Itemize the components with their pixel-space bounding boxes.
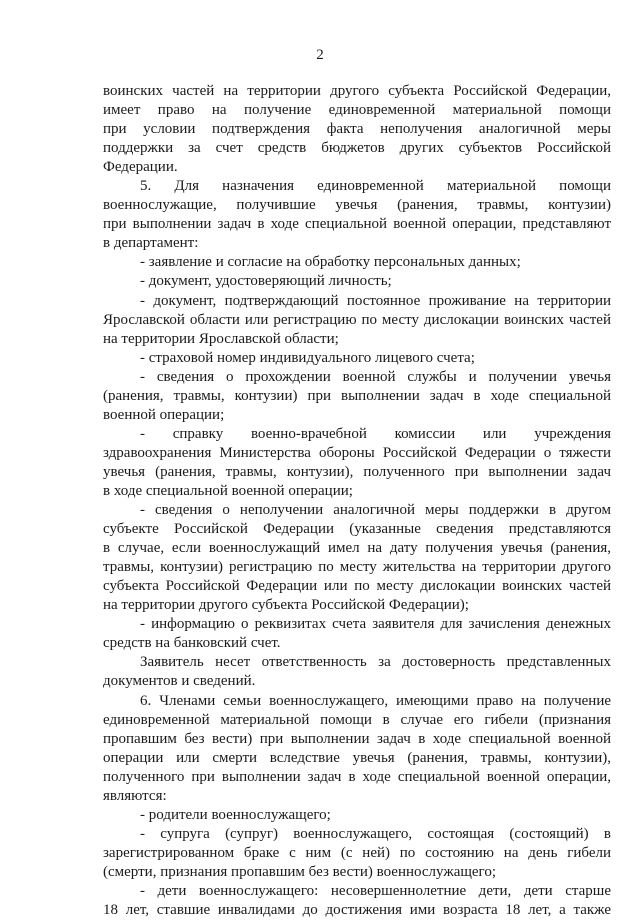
text-line: в ходе специальной военной операции; <box>103 482 353 499</box>
text-line: - документ, подтверждающий постоянное проживание на территории <box>140 292 611 309</box>
text-line: увечья (ранения, травмы, контузии), полученного при выполнении задач <box>103 463 611 480</box>
text-line: здравоохранения Министерства обороны Российской Федерации о тяжести <box>103 444 611 461</box>
text-line: при выполнении задач в ходе специальной военной операции, представляют <box>103 216 611 233</box>
text-line: 18 лет, ставшие инвалидами до достижения ими возраста 18 лет, а также <box>103 902 611 919</box>
text-line: являются: <box>103 787 167 804</box>
text-line: воинских частей на территории другого субъекта Российской Федерации, <box>103 83 611 99</box>
text-line: - справку военно-врачебной комиссии или учреждения <box>140 425 611 442</box>
text-line: - страховой номер индивидуального лицевого счета; <box>140 349 475 366</box>
text-line: - дети военнослужащего: несовершеннолетние дети, дети старше <box>140 882 611 899</box>
text-line: операции или смерти вследствие увечья (ранения, травмы, контузии), <box>103 749 611 766</box>
text-line: на территории Ярославской области; <box>103 330 339 347</box>
text-line: - документ, удостоверяющий личность; <box>140 273 392 290</box>
text-line: субъекте Российской Федерации (указанные сведения представляются <box>103 521 611 538</box>
text-line: - информацию о реквизитах счета заявителя для зачисления денежных <box>140 616 611 633</box>
text-line: - супруга (супруг) военнослужащего, состоящая (состоящий) в <box>140 825 611 842</box>
text-line: Ярославской области или регистрацию по месту дислокации воинских частей <box>103 311 611 328</box>
text-line: зарегистрированном браке с ним (с ней) по состоянию на день гибели <box>103 844 611 861</box>
text-line: (смерти, признания пропавшим без вести) военнослужащего; <box>103 863 497 880</box>
page-number: 2 <box>316 47 324 63</box>
text-line: субъекта Российской Федерации или по месту дислокации воинских частей <box>103 578 611 595</box>
text-line: в случае, если военнослужащий имел на дату получения увечья (ранения, <box>103 540 611 557</box>
text-line: единовременной материальной помощи в случае его гибели (признания <box>103 711 611 728</box>
text-line: военной операции; <box>103 406 225 423</box>
text-line: в департамент: <box>103 235 199 252</box>
text-line: Заявитель несет ответственность за достоверность представленных <box>140 654 611 671</box>
text-line: - сведения о неполучении аналогичной меры поддержки в другом <box>140 502 611 519</box>
text-line: 6. Членами семьи военнослужащего, имеющими право на получение <box>140 692 611 709</box>
text-line: военнослужащие, получившие увечья (ранения, травмы, контузии) <box>103 197 611 214</box>
text-line: травмы, контузии) регистрацию по месту жительства на территории другого <box>103 559 611 576</box>
text-line: пропавшим без вести) при выполнении задач в ходе специальной военной <box>103 730 611 747</box>
text-line: Федерации. <box>103 159 178 176</box>
text-line: документов и сведений. <box>103 673 256 690</box>
text-line: имеет право на получение единовременной материальной помощи <box>103 102 611 119</box>
text-line: - родители военнослужащего; <box>140 806 331 823</box>
text-line: - заявление и согласие на обработку персональных данных; <box>140 254 521 271</box>
text-line: 5. Для назначения единовременной материальной помощи <box>140 178 611 195</box>
text-line: при условии подтверждения факта неполучения аналогичной меры <box>103 121 611 138</box>
text-line: - сведения о прохождении военной службы и получении увечья <box>140 368 611 385</box>
text-line: поддержки за счет средств бюджетов других субъектов Российской <box>103 140 611 157</box>
text-line: (ранения, травмы, контузии) при выполнении задач в ходе специальной <box>103 387 611 404</box>
text-line: на территории другого субъекта Российской Федерации); <box>103 597 469 614</box>
document-body <box>103 82 611 920</box>
text-line: полученного при выполнении задач в ходе специальной военной операции, <box>103 768 611 785</box>
text-line: средств на банковский счет. <box>103 635 281 652</box>
